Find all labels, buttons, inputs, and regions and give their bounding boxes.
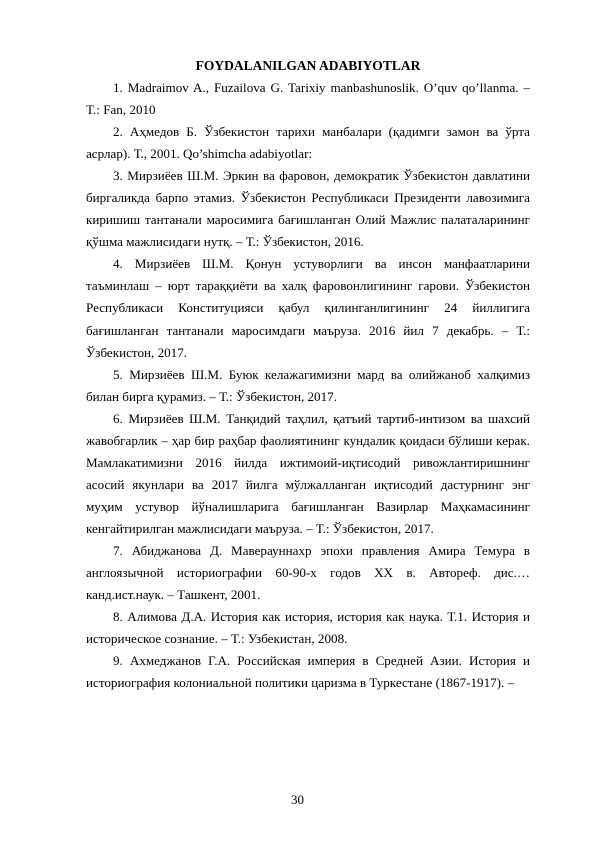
reference-item: 5. Мирзиёев Ш.М. Буюк келажагимизни мард ва олийжаноб халқимиз билан бирга қурамиз. – Т.: Ўзбекистон, 2017. <box>86 366 530 404</box>
reference-item: 1. Madraimov A., Fuzailova G. Tarixiy manbashunoslik. O’quv qo’llanma. – T.: Fan, 2010 <box>86 80 530 118</box>
reference-item: 6. Мирзиёев Ш.М. Танқидий таҳлил, қатъий тартиб-интизом ва шахсий жавобгарлик – ҳар бир раҳбар фаолиятининг кундалик қоидаси бўлиши керак. Мамлакатимизни 2016 йилда ижтимоий-иқтисодий ривожлантиришнинг асосий якунлари ва 2017 йилга мўлжалланган иқтисодий дастурнинг энг муҳим устувор йўналишларига бағишланган Вазирлар Маҳкамасининг кенгайтирилган мажлисидаги маъруза. – Т.: Ўзбекистон, 2017. <box>86 410 530 536</box>
reference-item: 2. Аҳмедов Б. Ўзбекистон тарихи манбалари (қадимги замон ва ўрта асрлар). Т., 2001. Qo’shimcha adabiyotlar: <box>86 124 530 162</box>
page-number: 30 <box>291 792 304 807</box>
reference-item: 3. Мирзиёев Ш.М. Эркин ва фаровон, демократик Ўзбекистон давлатини биргаликда барпо этамиз. Ўзбекистон Республикаси Президенти лавозимига киришиш тантанали маросимига бағишланган Олий Мажлис палаталарининг қўшма мажлисидаги нутқ. – Т.: Ўзбекистон, 2016. <box>86 168 530 250</box>
reference-item: 4. Мирзиёев Ш.М. Қонун устуворлиги ва инсон манфаатларини таъминлаш – юрт тараққиёти ва халқ фаровонлигининг гарови. Ўзбекистон Республикаси Конституцияси қабул қилинганлигининг 24 йиллигига бағишланган тантанали маросимдаги маъруза. 2016 йил 7 декабрь. – Т.: Ўзбекистон, 2017. <box>86 256 530 360</box>
references-list <box>86 77 530 694</box>
reference-item: 9. Ахмеджанов Г.А. Российская империя в Средней Азии. История и историография колониальной политики царизма в Туркестане (1867-1917). – <box>86 653 530 691</box>
reference-item: 8. Алимова Д.А. История как история, история как наука. Т.1. История и историческое сознание. – Т.: Узбекистан, 2008. <box>86 609 530 647</box>
document-page <box>86 56 530 694</box>
references-heading: FOYDALANILGAN ADABIYOTLAR <box>195 58 421 73</box>
reference-item: 7. Абиджанова Д. Маверауннахр эпохи правления Амира Темура в англоязычной историографии 60-90-х годов ХХ в. Автореф. дис.… канд.ист.наук. – Ташкент, 2001. <box>86 542 530 603</box>
